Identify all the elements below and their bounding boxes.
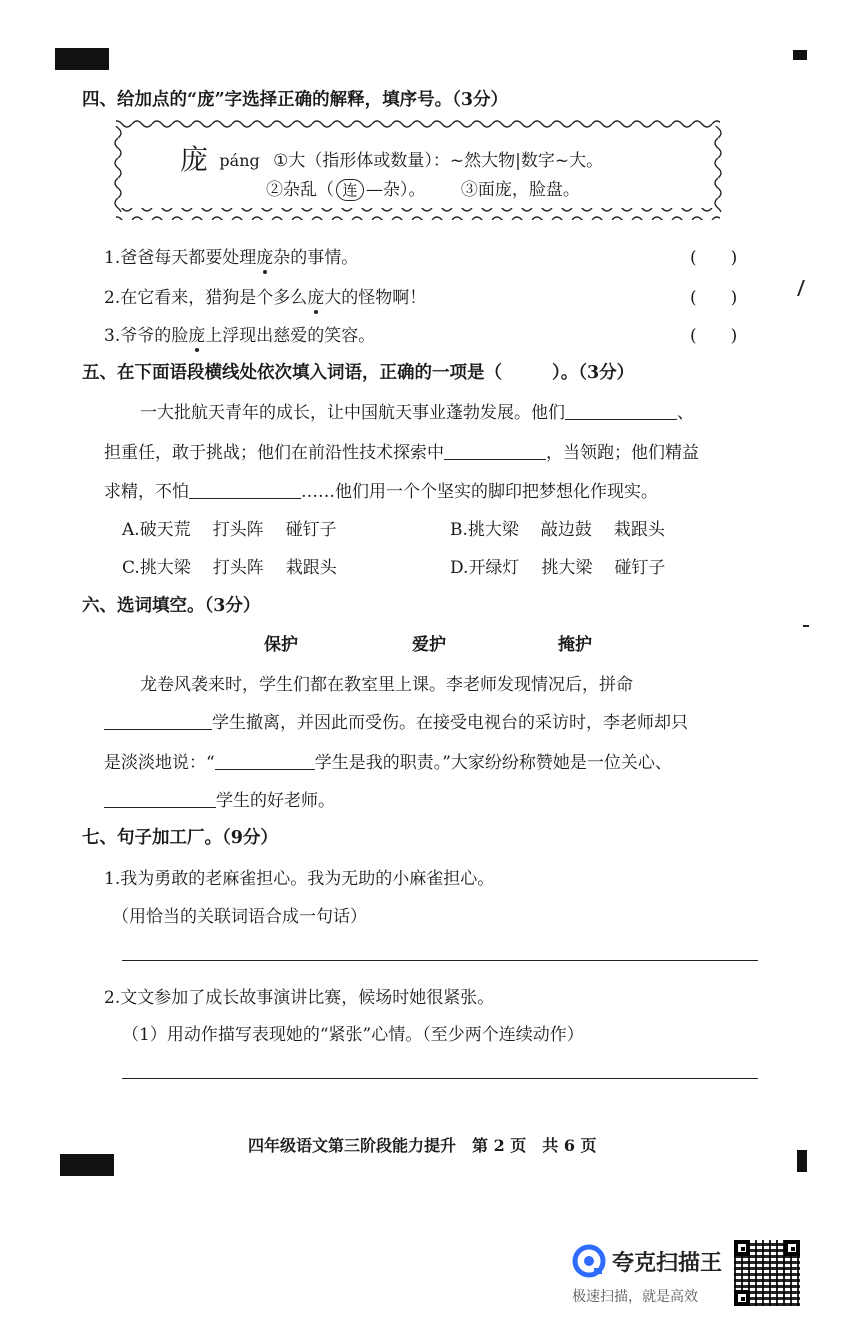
fill-blank-5[interactable] bbox=[215, 751, 315, 770]
dotted-char: 庞 bbox=[307, 288, 325, 308]
fill-blank-4[interactable] bbox=[104, 711, 212, 730]
section7-title: 七、句子加工厂。（9分） bbox=[82, 828, 278, 848]
section6-line-3: 是淡淡地说：“ 学生是我的职责。”大家纷纷称赞她是一位关心、 bbox=[104, 753, 672, 773]
section5-title: 五、在下面语段横线处依次填入词语，正确的一项是（ ）。（3分） bbox=[82, 363, 635, 383]
word-option-2: 爱护 bbox=[412, 635, 446, 655]
dict-definition-2-prefix: ②杂乱（ bbox=[266, 180, 334, 200]
question-2: 2.文文参加了成长故事演讲比赛，候场时她很紧张。 bbox=[104, 988, 495, 1008]
dict-definition-2-suffix: —杂）。 bbox=[366, 180, 426, 200]
dotted-char: 庞 bbox=[256, 248, 274, 268]
dict-headword: 庞 bbox=[180, 143, 209, 176]
section4-item-2: 2.在它看来，猎狗是个多么庞大的怪物啊！ bbox=[104, 288, 427, 308]
section6-line-1: 龙卷风袭来时，学生们都在教室里上课。李老师发现情况后，拼命 bbox=[140, 675, 633, 695]
answer-paren-2[interactable]: ( ) bbox=[690, 288, 738, 308]
edge-mark bbox=[803, 625, 809, 633]
option-d[interactable]: D.开绿灯 挑大梁 碰钉子 bbox=[450, 558, 666, 578]
section6-line-4: 学生的好老师。 bbox=[104, 786, 335, 811]
edge-mark bbox=[797, 280, 813, 296]
answer-line-2[interactable] bbox=[122, 1078, 758, 1079]
corner-mark-top-right bbox=[793, 50, 807, 60]
qr-code bbox=[734, 1240, 800, 1306]
section5-para-line-2: 担重任，敢于挑战；他们在前沿性技术探索中 ，当领跑；他们精益 bbox=[104, 443, 699, 463]
section6-line-2: 学生撤离，并因此而受伤。在接受电视台的采访时，李老师却只 bbox=[104, 708, 688, 733]
question-1-hint: （用恰当的关联词语合成一句话） bbox=[112, 907, 367, 927]
dict-row-2 bbox=[266, 175, 580, 201]
dict-definition-3: ③面庞，脸盘。 bbox=[460, 180, 580, 200]
section5-para-line-1: 一大批航天青年的成长，让中国航天事业蓬勃发展。他们 、 bbox=[140, 403, 694, 423]
question-1: 1.我为勇敢的老麻雀担心。我为无助的小麻雀担心。 bbox=[104, 869, 495, 889]
section5-para-line-3: 求精，不怕 ……他们用一个个坚实的脚印把梦想化作现实。 bbox=[104, 482, 658, 502]
fill-blank-1[interactable] bbox=[565, 401, 677, 420]
word-option-3: 掩护 bbox=[558, 635, 592, 655]
option-b[interactable]: B.挑大梁 敲边鼓 栽跟头 bbox=[450, 520, 665, 540]
dict-row-1 bbox=[180, 138, 603, 178]
answer-paren-1[interactable]: ( ) bbox=[690, 248, 738, 268]
option-c[interactable]: C.挑大梁 打头阵 栽跟头 bbox=[122, 558, 337, 578]
dict-definition-1: ①大（指形体或数量）：~然大物|数字~大。 bbox=[273, 151, 604, 171]
corner-mark-bottom-left bbox=[60, 1154, 114, 1176]
scanner-slogan: 极速扫描，就是高效 bbox=[572, 1289, 698, 1305]
dotted-char: 庞 bbox=[188, 326, 206, 346]
fill-blank-2[interactable] bbox=[444, 441, 546, 460]
section6-title: 六、选词填空。（3分） bbox=[82, 596, 261, 616]
circled-char: 连 bbox=[336, 179, 364, 201]
page-footer: 四年级语文第三阶段能力提升 第 2 页 共 6 页 bbox=[248, 1136, 597, 1155]
dict-pinyin: páng bbox=[219, 151, 260, 170]
question-2-sub: （1）用动作描写表现她的“紧张”心情。（至少两个连续动作） bbox=[122, 1025, 584, 1045]
scanner-app-name: 夸克扫描王 bbox=[612, 1251, 723, 1276]
section4-item-3: 3.爷爷的脸庞上浮现出慈爱的笑容。 bbox=[104, 326, 376, 346]
corner-mark-bottom-right bbox=[797, 1150, 807, 1172]
word-option-1: 保护 bbox=[264, 635, 298, 655]
answer-paren-3[interactable]: ( ) bbox=[690, 326, 738, 346]
dictionary-box bbox=[112, 118, 724, 220]
corner-mark-top-left bbox=[55, 48, 109, 70]
option-a[interactable]: A.破天荒 打头阵 碰钉子 bbox=[122, 520, 337, 540]
scanner-logo-icon bbox=[572, 1244, 606, 1283]
fill-blank-3[interactable] bbox=[189, 480, 301, 499]
section4-title: 四、给加点的“庞”字选择正确的解释，填序号。（3分） bbox=[82, 90, 509, 110]
section4-item-1: 1.爸爸每天都要处理庞杂的事情。 bbox=[104, 248, 359, 268]
fill-blank-6[interactable] bbox=[104, 789, 216, 808]
answer-line-1[interactable] bbox=[122, 960, 758, 961]
